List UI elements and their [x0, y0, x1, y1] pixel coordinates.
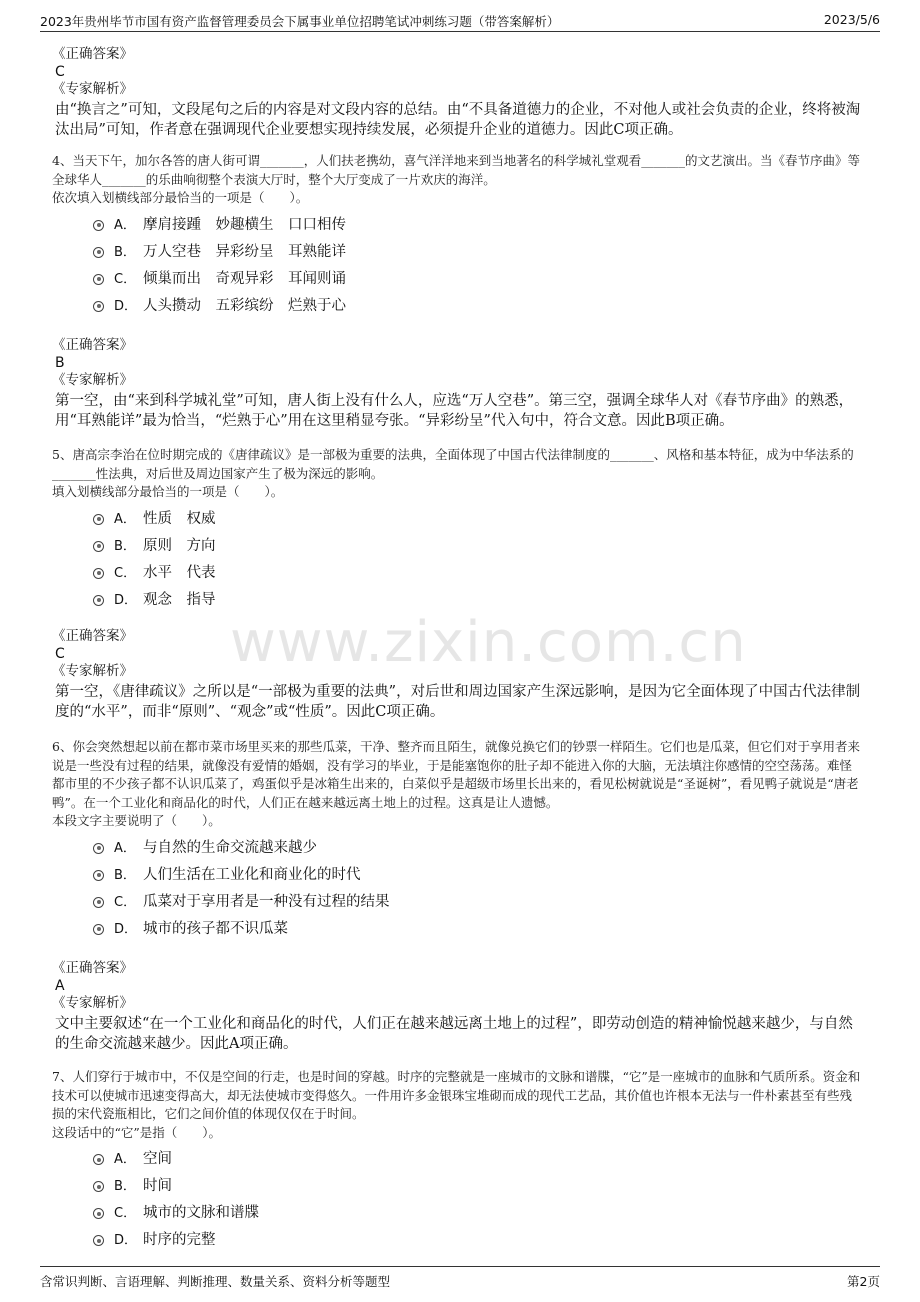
analysis-text: 文中主要叙述“在一个工业化和商品化的时代，人们正在越来越远离土地上的过程”，即劳动创造的精神愉悦越来越少，与自然的生命交流越来越少。因此A项正确。: [55, 1016, 853, 1052]
analysis-label: 《专家解析》: [52, 372, 133, 388]
radio-icon[interactable]: [93, 514, 104, 525]
option-b[interactable]: B． 原则 方向: [52, 533, 862, 560]
correct-answer: B: [55, 355, 65, 371]
analysis-label: 《专家解析》: [52, 663, 133, 679]
question-text: 4、当天下午，加尔各答的唐人街可谓_______，人们扶老携幼，喜气洋洋地来到当地著名的科学城礼堂观看_______的文艺演出。当《春节序曲》等全球华人_______的乐曲响彻整个表演大厅时，整个大厅变成了一片欢庆的海洋。: [52, 153, 860, 187]
answer-block-q4: [52, 337, 862, 431]
option-b[interactable]: B． 时间: [52, 1173, 862, 1200]
radio-icon[interactable]: [93, 301, 104, 312]
radio-icon[interactable]: [93, 568, 104, 579]
radio-icon[interactable]: [93, 220, 104, 231]
option-d[interactable]: D． 城市的孩子都不识瓜菜: [52, 916, 862, 943]
question-prompt: 填入划横线部分最恰当的一项是（ ）。: [52, 484, 284, 499]
option-list: [52, 212, 862, 320]
page-header: [40, 10, 880, 32]
document-title: 2023年贵州毕节市国有资产监督管理委员会下属事业单位招聘笔试冲刺练习题（带答案解析）: [40, 14, 560, 29]
answer-block-q3: [52, 46, 862, 140]
radio-icon[interactable]: [93, 274, 104, 285]
option-c[interactable]: C． 水平 代表: [52, 560, 862, 587]
option-d[interactable]: D． 人头攒动 五彩缤纷 烂熟于心: [52, 293, 862, 320]
option-b[interactable]: B． 万人空巷 异彩纷呈 耳熟能详: [52, 239, 862, 266]
radio-icon[interactable]: [93, 595, 104, 606]
option-d[interactable]: D． 观念 指导: [52, 587, 862, 614]
question-prompt: 这段话中的“它”是指（ ）。: [52, 1124, 222, 1140]
radio-icon[interactable]: [93, 1235, 104, 1246]
footer-categories: 含常识判断、言语理解、判断推理、数量关系、资料分析等题型: [40, 1274, 391, 1289]
option-list: [52, 506, 862, 614]
answer-block-q6: [52, 960, 862, 1054]
page-footer: [40, 1266, 880, 1292]
option-a[interactable]: A． 摩肩接踵 妙趣横生 口口相传: [52, 212, 862, 239]
correct-answer: C: [55, 64, 65, 80]
answer-block-q5: [52, 628, 862, 722]
analysis-label: 《专家解析》: [52, 995, 133, 1011]
analysis-text: 由“换言之”可知，文段尾句之后的内容是对文段内容的总结。由“不具备道德力的企业，不对他人或社会负责的企业，终将被淘汰出局”可知，作者意在强调现代企业要想实现持续发展，必须提升企业的道德力。因此C项正确。: [55, 102, 861, 138]
analysis-text: 第一空，由“来到科学城礼堂”可知，唐人街上没有什么人，应选“万人空巷”。第三空，强调全球华人对《春节序曲》的熟悉，用“耳熟能详”最为恰当，“烂熟于心”用在这里稍显夸张。“异彩纷呈”代入句中，符合文意。因此B项正确。: [55, 393, 854, 429]
option-c[interactable]: C． 倾巢而出 奇观异彩 耳闻则诵: [52, 266, 862, 293]
question-text: 5、唐高宗李治在位时期完成的《唐律疏议》是一部极为重要的法典，全面体现了中国古代法律制度的_______、风格和基本特征，成为中华法系的_______性法典，对后世及周边国家产生了极为深远的影响。: [52, 447, 854, 481]
radio-icon[interactable]: [93, 541, 104, 552]
option-c[interactable]: C． 城市的文脉和谱牒: [52, 1200, 862, 1227]
page-number: 第2页: [847, 1274, 880, 1289]
question-6: [52, 738, 862, 943]
document-date: 2023/5/6: [823, 12, 880, 27]
answer-label: 《正确答案》: [52, 960, 133, 976]
option-a[interactable]: A． 与自然的生命交流越来越少: [52, 835, 862, 862]
radio-icon[interactable]: [93, 870, 104, 881]
question-4: [52, 152, 862, 320]
question-prompt: 本段文字主要说明了（ ）。: [52, 813, 221, 828]
radio-icon[interactable]: [93, 1208, 104, 1219]
option-a[interactable]: A． 性质 权威: [52, 506, 862, 533]
radio-icon[interactable]: [93, 897, 104, 908]
option-a[interactable]: A． 空间: [52, 1146, 862, 1173]
answer-label: 《正确答案》: [52, 628, 133, 644]
question-5: [52, 446, 862, 614]
option-b[interactable]: B． 人们生活在工业化和商业化的时代: [52, 862, 862, 889]
analysis-text: 第一空，《唐律疏议》之所以是“一部极为重要的法典”，对后世和周边国家产生深远影响，是因为它全面体现了中国古代法律制度的“水平”，而非“原则”、“观念”或“性质”。因此C项正确。: [55, 684, 861, 720]
answer-label: 《正确答案》: [52, 337, 133, 353]
question-prompt: 依次填入划横线部分最恰当的一项是（ ）。: [52, 190, 309, 205]
radio-icon[interactable]: [93, 247, 104, 258]
radio-icon[interactable]: [93, 843, 104, 854]
analysis-label: 《专家解析》: [52, 81, 133, 97]
answer-label: 《正确答案》: [52, 46, 133, 62]
radio-icon[interactable]: [93, 924, 104, 935]
correct-answer: C: [55, 646, 65, 662]
question-text: 7、人们穿行于城市中，不仅是空间的行走，也是时间的穿越。时序的完整就是一座城市的文脉和谱牒，“它”是一座城市的血脉和气质所系。资金和技术可以使城市迅速变得高大，却无法使城市变得悠久。一件用许多金银珠宝堆砌而成的现代工艺品，其价值也许根本无法与一件朴素甚至有些残损的宋代瓷瓶相比，它们之间价值的体现仅仅在于时间。: [52, 1069, 861, 1121]
question-text: 6、你会突然想起以前在都市菜市场里买来的那些瓜菜，干净、整齐而且陌生，就像兑换它们的钞票一样陌生。它们也是瓜菜，但它们对于享用者来说是一些没有过程的结果，就像没有爱情的婚姻，没有学习的毕业，于是能塞饱你的肚子却不能进入你的大脑，无法填注你感情的空空荡荡。难怪都市里的不少孩子都不认识瓜菜了，鸡蛋似乎是冰箱生出来的，白菜似乎是超级市场里长出来的，看见松树就说是“圣诞树”，看见鸭子就说是“唐老鸭”。在一个工业化和商品化的时代，人们正在越来越远离土地上的过程。这真是让人遗憾。: [52, 739, 860, 810]
option-d[interactable]: D． 时序的完整: [52, 1227, 862, 1254]
watermark: www.zixin.com.cn: [230, 610, 747, 675]
correct-answer: A: [55, 978, 65, 994]
option-c[interactable]: C． 瓜菜对于享用者是一种没有过程的结果: [52, 889, 862, 916]
option-list: [52, 835, 862, 943]
question-7: [52, 1068, 862, 1254]
radio-icon[interactable]: [93, 1181, 104, 1192]
radio-icon[interactable]: [93, 1154, 104, 1165]
option-list: [52, 1146, 862, 1254]
